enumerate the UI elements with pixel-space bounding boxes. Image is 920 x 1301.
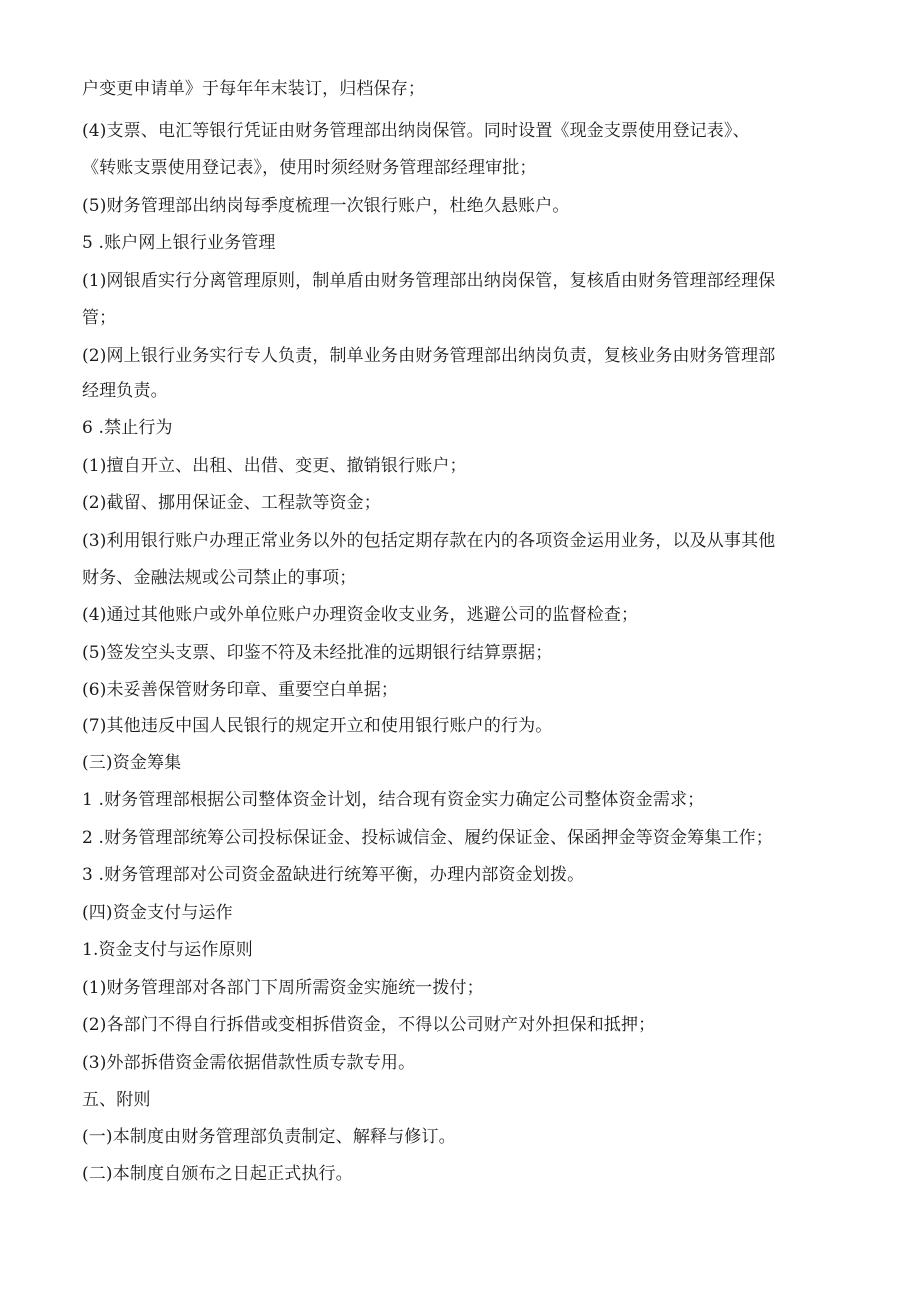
text-line: 1 .财务管理部根据公司整体资金计划，结合现有资金实力确定公司整体资金需求； <box>82 790 705 810</box>
text-line: (二)本制度自颁布之日起正式执行。 <box>82 1164 353 1184</box>
text-line: (5)签发空头支票、印鉴不符及未经批准的远期银行结算票据； <box>82 643 553 663</box>
section-heading: 6 .禁止行为 <box>82 418 173 438</box>
text-line: 3 .财务管理部对公司资金盈缺进行统筹平衡，办理内部资金划拨。 <box>82 865 585 885</box>
text-line: 《转账支票使用登记表》，使用时须经财务管理部经理审批； <box>82 158 537 178</box>
section-heading: 1.资金支付与运作原则 <box>82 940 253 960</box>
text-line: (4)支票、电汇等银行凭证由财务管理部出纳岗保管。同时设置《现金支票使用登记表》、 <box>82 121 750 141</box>
text-line: (5)财务管理部出纳岗每季度梳理一次银行账户，杜绝久悬账户。 <box>82 196 570 216</box>
text-line: 2 .财务管理部统筹公司投标保证金、投标诚信金、履约保证金、保函押金等资金筹集工作； <box>82 828 773 848</box>
text-line: 财务、金融法规或公司禁止的事项； <box>82 568 357 588</box>
text-line: (4)通过其他账户或外单位账户办理资金收支业务，逃避公司的监督检查； <box>82 605 639 625</box>
text-line: 经理负责。 <box>82 381 168 401</box>
text-line: (1)网银盾实行分离管理原则，制单盾由财务管理部出纳岗保管，复核盾由财务管理部经理保 <box>82 271 776 291</box>
text-line: (3)利用银行账户办理正常业务以外的包括定期存款在内的各项资金运用业务，以及从事其他 <box>82 531 776 551</box>
section-heading: 5 .账户网上银行业务管理 <box>82 233 276 253</box>
text-line: (2)各部门不得自行拆借或变相拆借资金，不得以公司财产对外担保和抵押； <box>82 1015 656 1035</box>
section-heading: 五、附则 <box>82 1090 151 1110</box>
text-line: (2)网上银行业务实行专人负责，制单业务由财务管理部出纳岗负责，复核业务由财务管理部 <box>82 346 776 366</box>
text-line: 户变更申请单》于每年年末装订，归档保存； <box>82 79 425 99</box>
text-line: (7)其他违反中国人民银行的规定开立和使用银行账户的行为。 <box>82 716 553 736</box>
text-line: (1)擅自开立、出租、出借、变更、撤销银行账户； <box>82 456 467 476</box>
section-heading: (四)资金支付与运作 <box>82 903 233 923</box>
text-line: 管； <box>82 308 117 328</box>
text-line: (2)截留、挪用保证金、工程款等资金； <box>82 493 381 513</box>
text-line: (3)外部拆借资金需依据借款性质专款专用。 <box>82 1053 416 1073</box>
text-line: (6)未妥善保管财务印章、重要空白单据； <box>82 680 399 700</box>
text-line: (1)财务管理部对各部门下周所需资金实施统一拨付； <box>82 978 484 998</box>
section-heading: (三)资金筹集 <box>82 753 182 773</box>
text-line: (一)本制度由财务管理部负责制定、解释与修订。 <box>82 1127 456 1147</box>
